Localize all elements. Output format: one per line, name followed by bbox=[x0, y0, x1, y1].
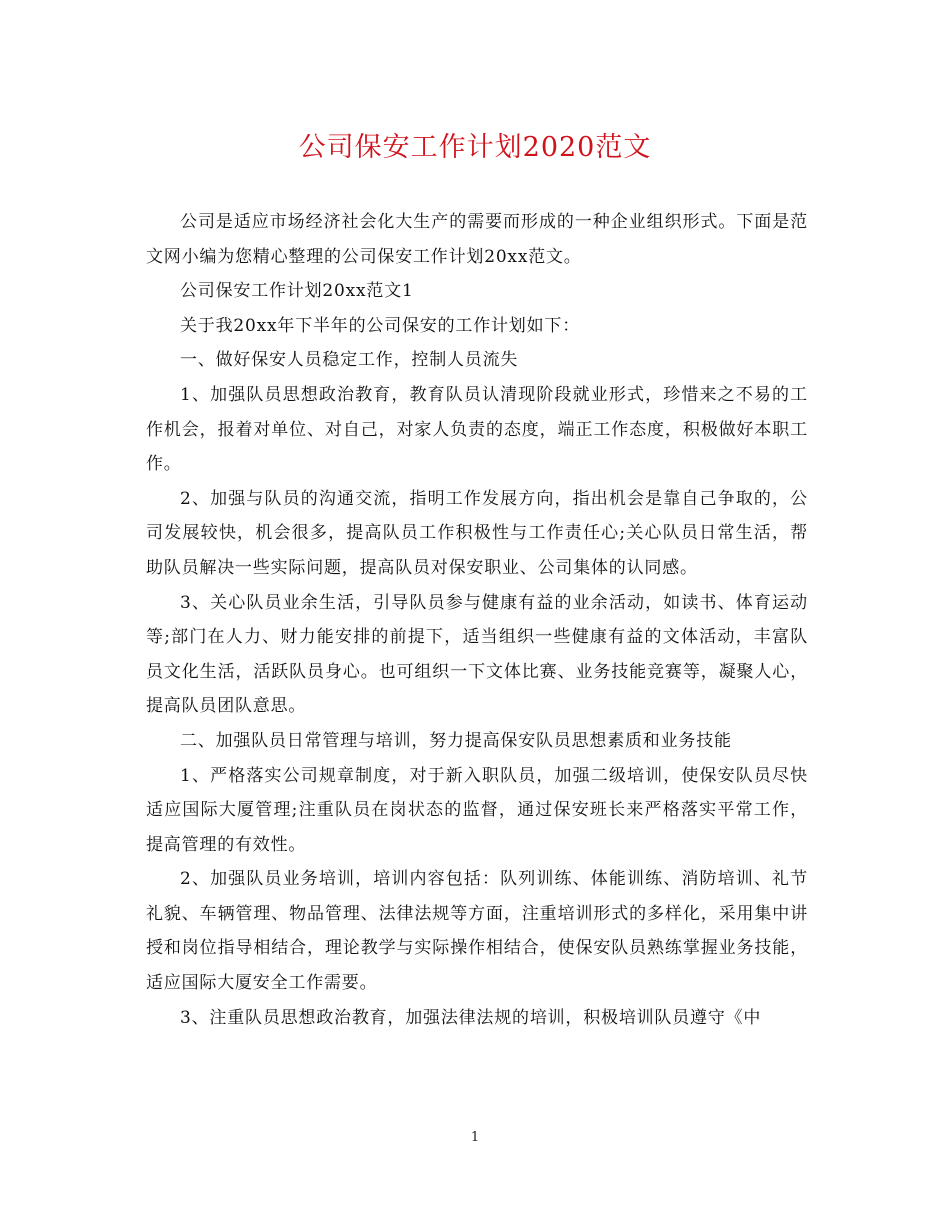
paragraph-section-heading: 公司保安工作计划20xx范文1 bbox=[180, 281, 414, 302]
paragraph-heading-two: 二、加强队员日常管理与培训，努力提高保安队员思想素质和业务技能 bbox=[180, 730, 732, 751]
paragraph-heading-one: 一、做好保安人员稳定工作，控制人员流失 bbox=[180, 350, 519, 371]
paragraph-item-2-3: 3、注重队员思想政治教育，加强法律法规的培训，积极培训队员遵守《中 bbox=[180, 1007, 762, 1028]
paragraph-plan-intro: 关于我20xx年下半年的公司保安的工作计划如下： bbox=[180, 315, 581, 336]
document-title: 公司保安工作计划2020范文 bbox=[298, 132, 652, 163]
paragraph-item-1-3: 3、关心队员业余生活，引导队员参与健康有益的业余活动，如读书、体育运动等;部门在人力、财力能安排的前提下，适当组织一些健康有益的文体活动，丰富队员文化生活，活跃队员身心。也可组织一下文体比赛、业务技能竞赛等，凝聚人心，提高队员团队意思。 bbox=[146, 592, 808, 717]
page-number: 1 bbox=[470, 1130, 480, 1145]
paragraph-item-2-1: 1、严格落实公司规章制度，对于新入职队员，加强二级培训，使保安队员尽快适应国际大厦管理;注重队员在岗状态的监督，通过保安班长来严格落实平常工作，提高管理的有效性。 bbox=[146, 765, 808, 855]
paragraph-intro: 公司是适应市场经济社会化大生产的需要而形成的一种企业组织形式。下面是范文网小编为您精心整理的公司保安工作计划20xx范文。 bbox=[146, 212, 808, 267]
paragraph-item-2-2: 2、加强队员业务培训，培训内容包括：队列训练、体能训练、消防培训、礼节礼貌、车辆管理、物品管理、法律法规等方面，注重培训形式的多样化，采用集中讲授和岗位指导相结合，理论教学与实际操作相结合，使保安队员熟练掌握业务技能，适应国际大厦安全工作需要。 bbox=[146, 869, 808, 994]
paragraph-item-1-1: 1、加强队员思想政治教育，教育队员认清现阶段就业形式，珍惜来之不易的工作机会，报着对单位、对自己，对家人负责的态度，端正工作态度，积极做好本职工作。 bbox=[146, 384, 808, 475]
paragraph-item-1-2: 2、加强与队员的沟通交流，指明工作发展方向，指出机会是靠自己争取的，公司发展较快，机会很多，提高队员工作积极性与工作责任心;关心队员日常生活，帮助队员解决一些实际问题，提高队员对保安职业、公司集体的认同感。 bbox=[146, 488, 808, 578]
document-body bbox=[146, 205, 808, 1035]
